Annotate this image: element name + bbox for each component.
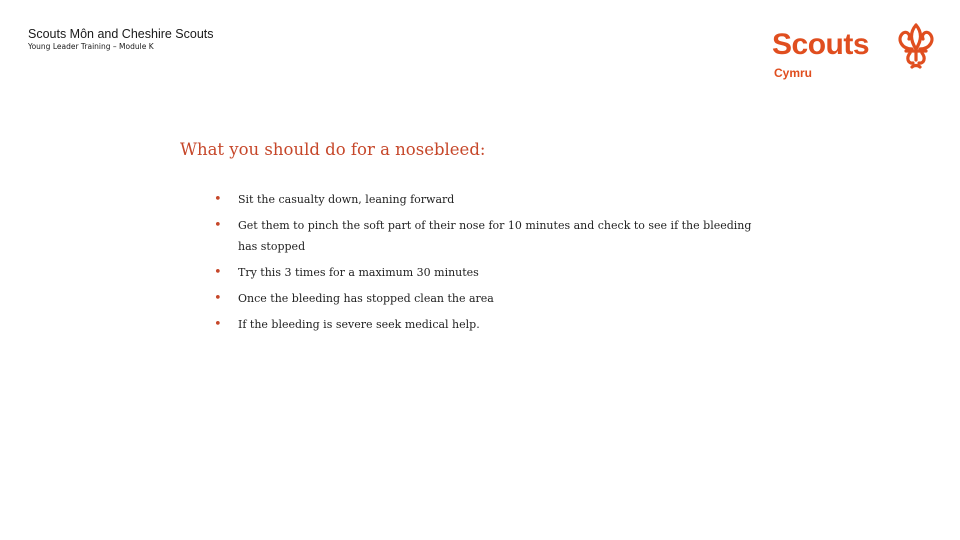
bullet-icon: • — [214, 264, 222, 280]
logo-subtext: Cymru — [774, 66, 813, 80]
list-item — [214, 190, 754, 211]
list-item — [214, 216, 754, 257]
bullet-list — [214, 190, 754, 341]
header-title: Scouts Môn and Cheshire Scouts — [28, 27, 214, 41]
list-item-text: If the bleeding is severe seek medical help. — [238, 317, 480, 331]
list-item — [214, 289, 754, 310]
list-item-text: Once the bleeding has stopped clean the area — [238, 291, 494, 305]
slide-heading: What you should do for a nosebleed: — [180, 140, 486, 159]
bullet-icon: • — [214, 192, 222, 207]
scouts-cymru-logo — [772, 22, 937, 84]
bullet-icon: • — [214, 218, 222, 233]
list-item — [214, 263, 754, 284]
list-item-text: Try this 3 times for a maximum 30 minutes — [238, 265, 479, 279]
list-item-text: Sit the casualty down, leaning forward — [238, 193, 455, 206]
logo-wordmark: Scouts — [772, 28, 870, 61]
bullet-icon: • — [214, 290, 222, 306]
fleur-de-lis-icon — [896, 22, 936, 70]
list-item — [214, 315, 754, 336]
header-subtitle: Young Leader Training – Module K — [28, 42, 154, 51]
list-item-text: Get them to pinch the soft part of their nose for 10 minutes and check to see if the bleeding has stopped — [238, 219, 752, 253]
bullet-icon: • — [214, 316, 222, 332]
